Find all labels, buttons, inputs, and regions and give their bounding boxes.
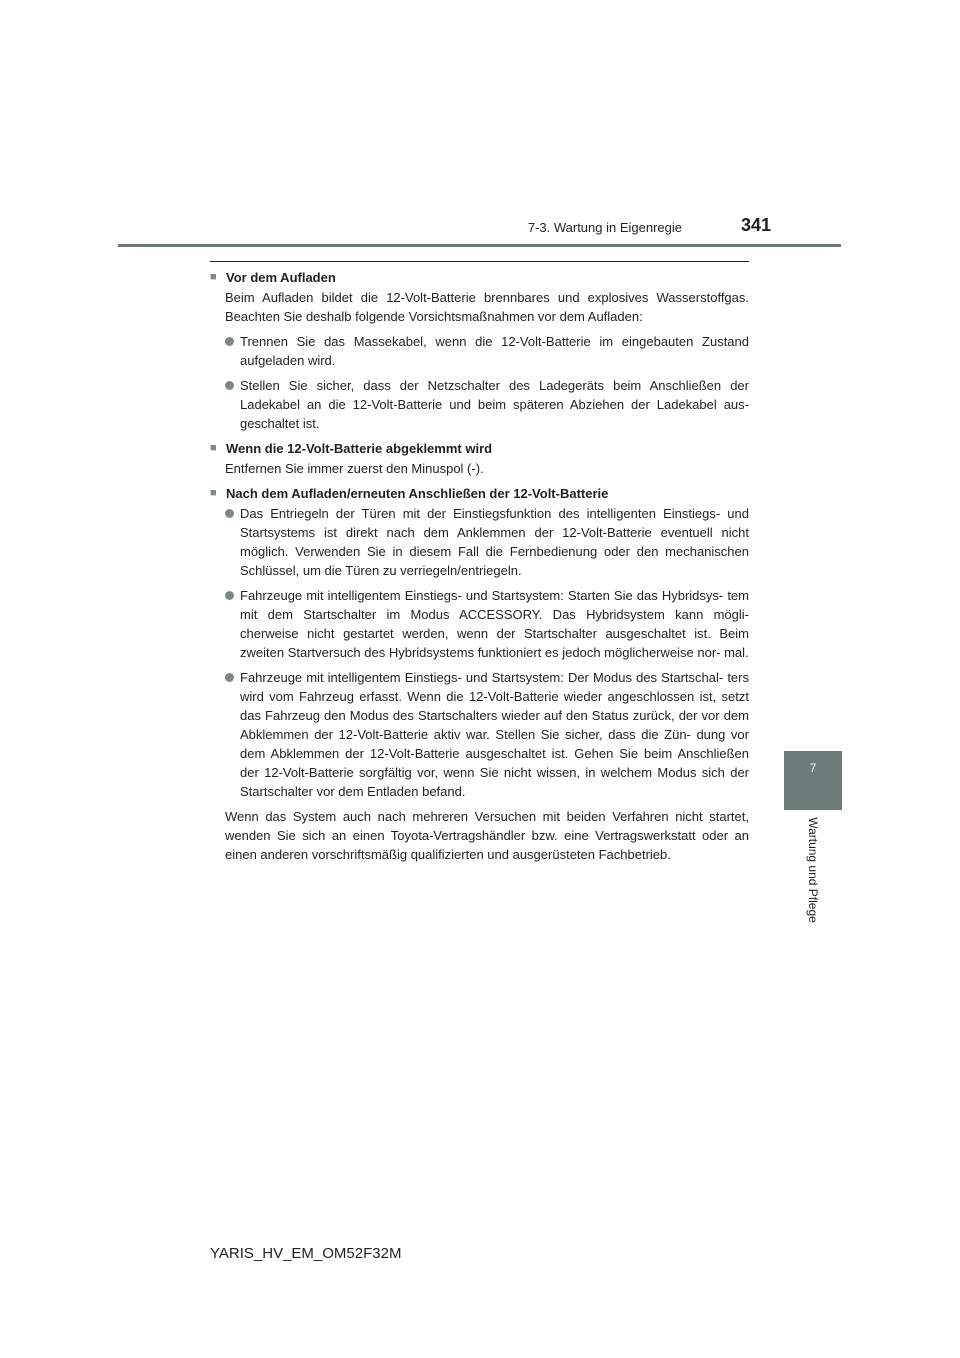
paragraph: Wenn das System auch nach mehreren Versuchen mit beiden Verfahren nicht startet, wenden Sie sich an einen Toyota-Vertragshändler bzw. eine Vertragswerkstatt oder an einen anderen vorschriftsmäßig qualifizierten und ausgerüsteten Fachbetrieb. [225,809,749,862]
list-item-text: Stellen Sie sicher, dass der Netzschalter des Ladegeräts beim Anschließen der Ladekabel an die 12-Volt-Batterie und beim späteren Abziehen der Ladekabel aus- geschaltet ist. [240,378,749,431]
content-rule [210,261,749,262]
header-rule [118,244,841,247]
round-bullet-icon [225,673,234,682]
section-heading [210,268,749,287]
square-bullet-icon: ■ [210,271,217,283]
section-heading [210,439,749,458]
list-item [225,504,749,580]
chapter-tab [784,751,842,810]
heading-text: Nach dem Aufladen/erneuten Anschließen der 12-Volt-Batterie [226,486,609,501]
list-item [225,376,749,433]
square-bullet-icon: ■ [210,442,217,454]
page-content [210,268,749,870]
round-bullet-icon [225,509,234,518]
square-bullet-icon: ■ [210,487,217,499]
document-code: YARIS_HV_EM_OM52F32M [210,1245,402,1262]
list-item-text: Trennen Sie das Massekabel, wenn die 12-Volt-Batterie im eingebauten Zustand aufgeladen wird. [240,334,749,368]
round-bullet-icon [225,337,234,346]
round-bullet-icon [225,381,234,390]
list-item-text: Fahrzeuge mit intelligentem Einstiegs- und Startsystem: Der Modus des Startschal- ters wird vom Fahrzeug erfasst. Wenn die 12-Volt-Batterie wieder angeschlossen ist, setzt das Fahrzeug den Modus des Startschalters wieder auf den Status zurück, der vor dem Abklemmen der 12-Volt-Batterie aktiv war. Stellen Sie sicher, dass die Zün- dung vor dem Abklemmen der 12-Volt-Batterie ausgeschaltet ist. Gehen Sie beim Anschließen der 12-Volt-Batterie sorgfältig vor, wenn Sie nicht wissen, in welchem Modus sich der Startschalter vor dem Entladen befand. [240,670,749,799]
heading-text: Wenn die 12-Volt-Batterie abgeklemmt wird [226,441,493,456]
list-item-text: Das Entriegeln der Türen mit der Einstiegsfunktion des intelligenten Einstiegs- und Startsystems ist direkt nach dem Anklemmen der 12-Volt-Batterie eventuell nicht möglich. Verwenden Sie in diesem Fall die Fernbedienung oder den mechanischen Schlüssel, um die Türen zu verriegeln/entriegeln. [240,506,749,578]
page-number: 341 [741,215,772,235]
section-heading [210,484,749,503]
paragraph: Beim Aufladen bildet die 12-Volt-Batterie brennbares und explosives Wasserstoffgas. Beachten Sie deshalb folgende Vorsichtsmaßnahmen vor dem Aufladen: [225,290,749,324]
heading-text: Vor dem Aufladen [226,270,336,285]
section-title: 7-3. Wartung in Eigenregie [527,220,682,235]
round-bullet-icon [225,591,234,600]
list-item [225,332,749,370]
list-item [225,668,749,801]
chapter-title: Wartung und Pflege [806,817,820,923]
list-item [225,586,749,662]
paragraph: Entfernen Sie immer zuerst den Minuspol (-). [225,461,484,476]
list-item-text: Fahrzeuge mit intelligentem Einstiegs- und Startsystem: Starten Sie das Hybridsys- tem mit dem Startschalter im Modus ACCESSORY. Das Hybridsystem kann mögli- cherweise nicht gestartet werden, wenn der Startschalter ausgeschaltet ist. Beim zweiten Startversuch des Hybridsystems funktioniert es jedoch möglicherweise nor- mal. [240,588,749,660]
chapter-number: 7 [809,761,817,775]
